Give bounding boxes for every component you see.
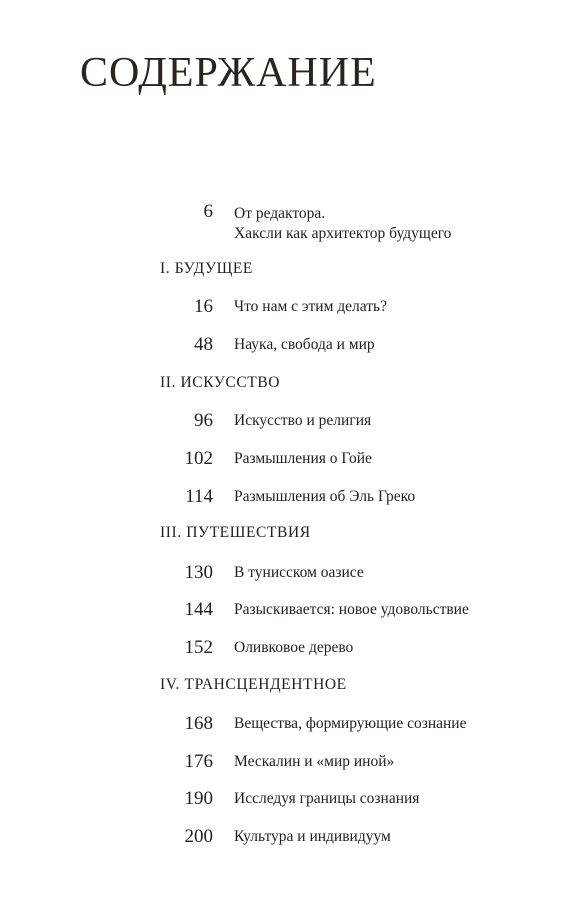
toc-entry-title: Что нам с этим делать?	[234, 298, 387, 315]
toc-page-number: 176	[184, 751, 213, 772]
toc-page-number: 152	[184, 637, 213, 658]
section-heading: II. ИСКУССТВО	[160, 374, 281, 391]
section-heading: I. БУДУЩЕЕ	[160, 260, 253, 277]
toc-entry-title: Искусство и религия	[234, 412, 372, 429]
toc-entry-title: Наука, свобода и мир	[234, 336, 375, 353]
toc-page-number: 102	[184, 448, 213, 469]
toc-page-number: 96	[194, 410, 213, 431]
toc-entry-title: Вещества, формирующие сознание	[234, 715, 467, 732]
toc-page-number: 190	[184, 788, 213, 809]
toc-page-number: 168	[184, 713, 213, 734]
page-title: СОДЕРЖАНИЕ	[80, 50, 377, 96]
toc-entry-title: Исследуя границы сознания	[234, 790, 420, 807]
toc-page-number: 114	[185, 486, 213, 507]
toc-page-number: 6	[203, 201, 213, 222]
section-heading: IV. ТРАНСЦЕНДЕНТНОЕ	[160, 676, 347, 693]
toc-entry-title: Культура и индивидуум	[234, 828, 391, 845]
toc-entry-title: Размышления о Гойе	[234, 450, 372, 467]
toc-entry-title: Разыскивается: новое удовольствие	[234, 601, 469, 618]
toc-page-number: 130	[184, 562, 213, 583]
toc-entry-title: Размышления об Эль Греко	[234, 488, 416, 505]
toc-entry-subtitle: Хаксли как архитектор будущего	[234, 225, 452, 242]
toc-page-number: 144	[184, 599, 213, 620]
toc-entry-title: От редактора.	[234, 205, 326, 222]
toc-page-number: 48	[194, 334, 213, 355]
toc-page-number: 16	[194, 296, 213, 317]
section-heading: III. ПУТЕШЕСТВИЯ	[160, 524, 311, 541]
toc-entry-title: Мескалин и «мир иной»	[234, 753, 395, 770]
toc-entry-title: В тунисском оазисе	[234, 564, 364, 581]
toc-entry-title: Оливковое дерево	[234, 639, 354, 656]
toc-page-number: 200	[184, 826, 213, 847]
